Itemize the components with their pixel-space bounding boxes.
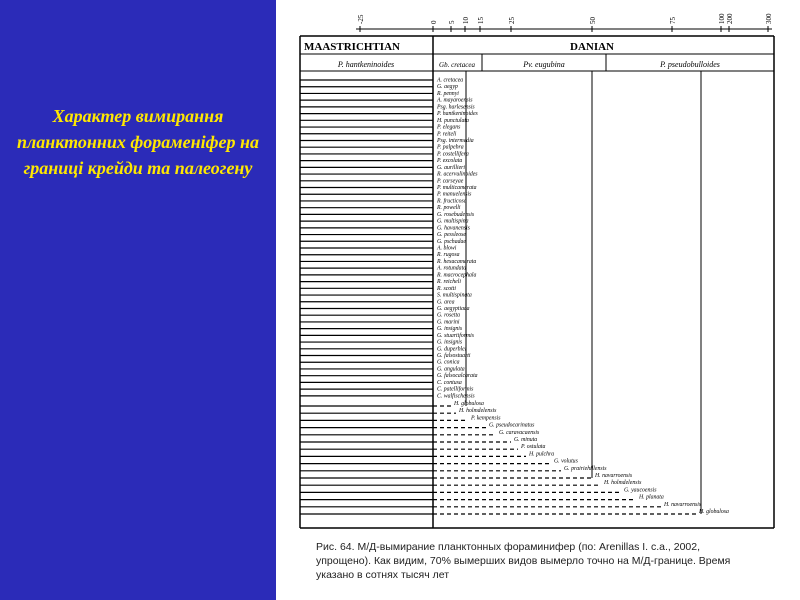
species-label: R. rugosa — [437, 252, 460, 259]
species-label: C. walfischensis — [437, 393, 475, 400]
survivor-label: G. prairiehillensis — [564, 465, 607, 472]
species-label: H. punctulata — [437, 117, 469, 124]
species-label: A. mayaroensis — [437, 97, 473, 104]
stage-danian: DANIAN — [570, 41, 614, 53]
axis-tick-label: 15 — [477, 17, 485, 24]
survivor-label: H. pulchra — [529, 451, 555, 458]
species-label: R. pennyi — [437, 90, 459, 97]
species-label: G. area — [437, 299, 455, 306]
species-label: A. cretacea — [437, 77, 464, 84]
species-label: S. multispinata — [437, 292, 472, 299]
axis-tick-label: -25 — [357, 14, 365, 24]
species-label: G. rosetta — [437, 312, 460, 319]
species-label: A. blowi — [437, 245, 457, 252]
species-label: P. elegans — [437, 124, 461, 131]
species-label: G. pschadae — [437, 238, 466, 245]
species-label: R. scotti — [437, 285, 456, 292]
survivor-label: H. navarroensis — [664, 501, 702, 508]
zone-pseudobulloides: P. pseudobulloides — [660, 60, 720, 69]
survivor-label: G. pseudocarinatus — [489, 422, 535, 429]
species-label: G. insignis — [437, 339, 463, 346]
axis-tick-label: 25 — [508, 17, 516, 24]
axis-tick-label: 50 — [589, 17, 597, 24]
survivor-label: H. planata — [639, 494, 664, 501]
species-label: A. rotundata — [437, 265, 467, 272]
zone-hantkeninoides: P. hantkeninoides — [337, 60, 395, 69]
axis-tick-label: 5 — [448, 20, 456, 24]
species-label: G. insignis — [437, 326, 463, 333]
survivor-label: H. globulosa — [699, 509, 729, 515]
extinction-figure — [296, 6, 786, 536]
axis-tick-label: 300 — [765, 13, 773, 24]
species-label: G. marini — [437, 319, 460, 326]
species-label: P. costellifera — [437, 151, 469, 158]
species-label: R. reicheli — [437, 279, 461, 286]
survivor-label: P. kempensis — [471, 415, 501, 422]
species-label: G. conica — [437, 359, 460, 366]
survivor-label: G. minuta — [514, 437, 538, 443]
species-label: R. macrocephala — [437, 272, 477, 279]
species-label: P. reiteli — [437, 131, 457, 138]
survivor-label: P. ostulata — [521, 444, 546, 451]
species-label: G. falsostuarti — [437, 353, 471, 360]
figure-caption: Рис. 64. М/Д-вымирание планктонных фораминифер (по: Arenillas I. c.a., 2002, упрощено). Как видим, 70% вымерших видов вымерло точно на М/Д-границе. Время указано в сотнях тысяч лет — [316, 541, 731, 581]
survivor-label: G. yaucoensis — [624, 487, 657, 494]
survivor-label: G. caravacaensis — [499, 429, 540, 436]
axis-tick-label: 75 — [669, 17, 677, 24]
species-label: G. aegyptiaca — [437, 305, 470, 312]
species-ranges — [300, 71, 729, 515]
zone-eugubina: Pv. eugubina — [523, 60, 565, 69]
species-label: G. rosebudensis — [437, 211, 475, 218]
axis-tick-label: 0 — [430, 20, 438, 24]
axis-tick-label: 200 — [726, 13, 734, 24]
species-label: R. fructicosa — [437, 198, 467, 205]
survivor-label: H. holmdelensis — [459, 408, 497, 415]
species-label: G. stuartiformis — [437, 332, 475, 339]
species-label: G. pessleose — [437, 232, 466, 239]
species-label: G. angulata — [437, 366, 465, 373]
species-label: G. duperblei — [437, 346, 467, 353]
axis-tick-label: 100 — [718, 13, 726, 24]
species-label: P. carseyae — [437, 178, 464, 185]
species-label: P. manuelensis — [437, 191, 472, 198]
slide-title: Характер вимирання планктонних форамeніфер на границі крейди та палеогену — [17, 106, 259, 178]
species-label: P. excolata — [437, 158, 463, 165]
species-label: C. contusa — [437, 379, 462, 386]
species-label: Psg. intermedia — [437, 137, 474, 144]
time-axis — [356, 13, 773, 32]
survivor-label: H. globulosa — [454, 401, 484, 407]
species-label: G. multispina — [437, 218, 469, 225]
species-label: Psg. harlesensis — [437, 104, 475, 111]
species-label: G. aurillieri — [437, 164, 466, 171]
survivor-label: G. volutus — [554, 458, 578, 465]
species-label: G. aegyp — [437, 84, 458, 91]
title-panel — [0, 0, 276, 600]
species-label: P. hantkeninoides — [437, 111, 478, 118]
survivor-label: H. holmdelensis — [604, 480, 642, 487]
survivor-label: H. navarroensis — [595, 473, 633, 479]
species-label: G. falsocalcarata — [437, 373, 478, 380]
axis-tick-label: 10 — [462, 17, 470, 24]
species-label: C. patelliformis — [437, 386, 474, 393]
species-label: R. powelli — [437, 205, 461, 212]
species-label: P. palpebra — [437, 144, 464, 151]
species-label: R. acervulinoides — [437, 171, 478, 178]
stage-maastrichtian: MAASTRICHTIAN — [304, 41, 400, 53]
species-label: P. multicamerata — [437, 185, 477, 192]
extinction-range-chart — [296, 6, 786, 536]
zone-cretacea: Gb. cretacea — [439, 61, 475, 69]
species-label: G. havanensis — [437, 225, 470, 232]
species-label: R. hexacamerata — [437, 258, 477, 265]
